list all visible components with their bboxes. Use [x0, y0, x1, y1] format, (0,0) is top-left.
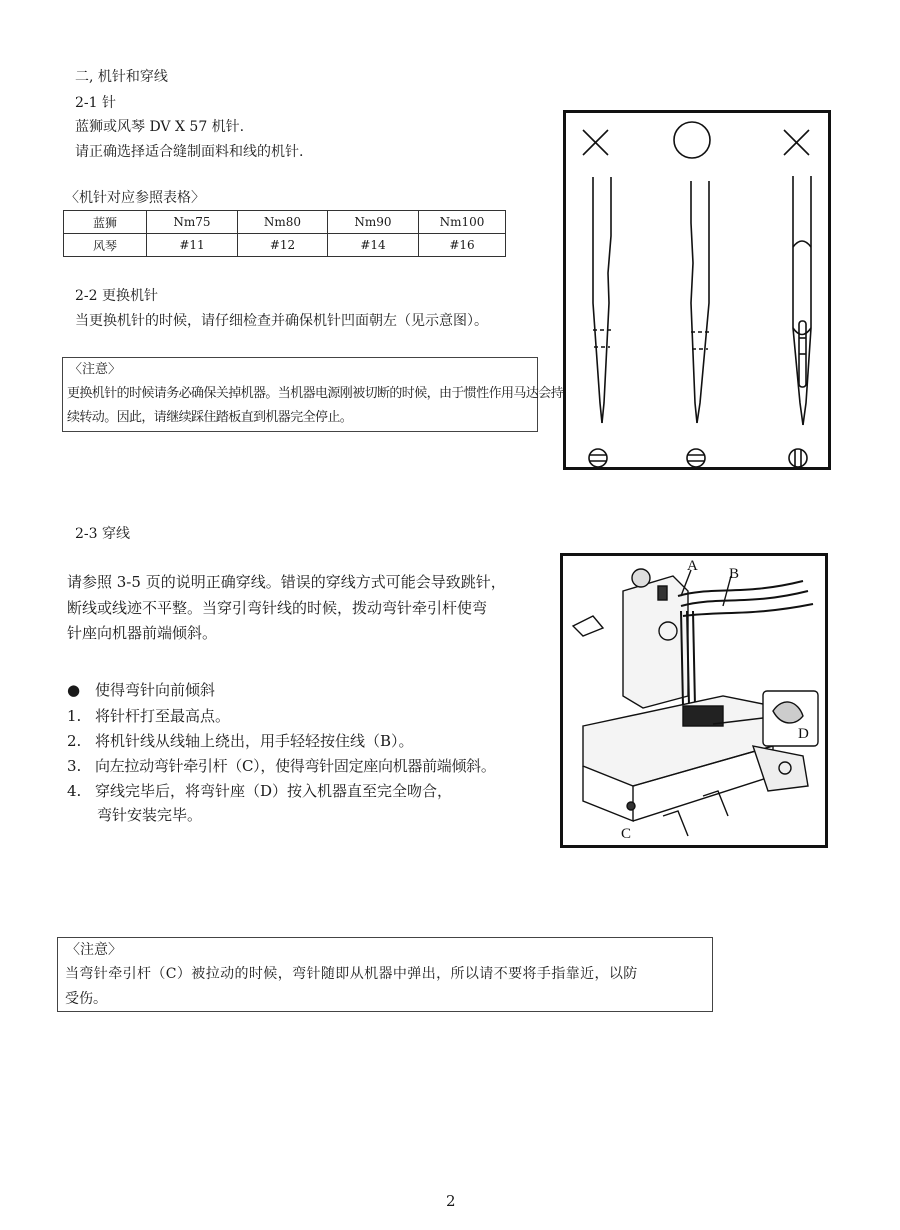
needle-center [691, 181, 709, 423]
note-line: 受伤。 [65, 991, 107, 1007]
bullet-dot-icon: ● [67, 681, 81, 699]
wrong-x-icon [583, 130, 608, 155]
step-number: 4. [67, 782, 82, 800]
heading-2-3: 2-3 穿线 [75, 526, 130, 542]
table-cell: Nm90 [328, 211, 419, 234]
note-title: 〈注意〉 [69, 362, 122, 377]
needle-diagram [566, 113, 828, 467]
replace-needle-text: 当更换机针的时候，请仔细检查并确保机针凹面朝左（见示意图）。 [75, 313, 488, 329]
table-cell: #14 [328, 234, 419, 257]
note-line: 续转动。因此，请继续踩住踏板直到机器完全停止。 [67, 410, 353, 425]
table-cell: 风琴 [64, 234, 147, 257]
note-line: 更换机针的时候请务必确保关掉机器。当机器电源刚被切断的时候，由于惯性作用马达会持 [67, 386, 564, 401]
correct-circle-icon [674, 122, 710, 158]
note-title: 〈注意〉 [66, 942, 122, 958]
screw-slot-horizontal-icon [589, 449, 607, 467]
step-number: 3. [67, 757, 82, 775]
bullet-heading: 使得弯针向前倾斜 [95, 681, 216, 699]
step-text: 穿线完毕后，将弯针座（D）按入机器直至完全吻合， [95, 782, 453, 800]
label-c: C [621, 826, 632, 842]
warning-note-needle [62, 357, 564, 432]
needle-select-text: 请正确选择适合缝制面料和线的机针. [75, 144, 304, 160]
label-a: A [687, 558, 698, 574]
step-text: 向左拉动弯针牵引杆（C），使得弯针固定座向机器前端倾斜。 [95, 757, 496, 775]
step-text: 将机针线从线轴上绕出，用手轻轻按住线（B）。 [95, 732, 414, 750]
threading-paragraph: 断线或线迹不平整。当穿引弯针线的时候，拨动弯针牵引杆使弯 [67, 599, 488, 617]
table-cell: Nm100 [419, 211, 506, 234]
needle-right [793, 176, 811, 425]
heading-2-2: 2-2 更换机针 [75, 288, 158, 304]
table-cell: Nm75 [147, 211, 238, 234]
table-row [64, 211, 506, 234]
machine-threading-figure [560, 553, 828, 848]
label-d: D [798, 726, 809, 742]
machine-diagram [563, 556, 825, 845]
heading-2-1: 2-1 针 [75, 95, 116, 111]
needle-type-text: 蓝狮或风琴 DV X 57 机针. [75, 119, 245, 135]
table-cell: #11 [147, 234, 238, 257]
table-cell: 蓝狮 [64, 211, 147, 234]
table-row [64, 234, 506, 257]
screw-slot-horizontal-icon [687, 449, 705, 467]
table-caption: 〈机针对应参照表格〉 [65, 190, 205, 206]
threading-paragraph: 请参照 3-5 页的说明正确穿线。错误的穿线方式可能会导致跳针， [67, 573, 506, 591]
label-b: B [729, 566, 740, 582]
warning-note-looper [57, 937, 713, 1012]
note-line: 当弯针牵引杆（C）被拉动的时候，弯针随即从机器中弹出，所以请不要将手指靠近，以防 [65, 966, 638, 982]
screw-slot-vertical-icon [789, 449, 807, 467]
table-cell: #12 [238, 234, 328, 257]
step-text: 将针杆打至最高点。 [95, 707, 231, 725]
table-cell: Nm80 [238, 211, 328, 234]
step-number: 1. [67, 707, 82, 725]
needle-reference-table [63, 210, 506, 257]
table-cell: #16 [419, 234, 506, 257]
section-title: 二, 机针和穿线 [75, 69, 168, 85]
needle-left [593, 177, 611, 423]
threading-paragraph: 针座向机器前端倾斜。 [67, 624, 218, 642]
needle-orientation-figure [563, 110, 831, 470]
wrong-x-icon [784, 130, 809, 155]
step-text-continued: 弯针安装完毕。 [97, 806, 203, 824]
page-number: 2 [446, 1192, 456, 1210]
step-number: 2. [67, 732, 82, 750]
